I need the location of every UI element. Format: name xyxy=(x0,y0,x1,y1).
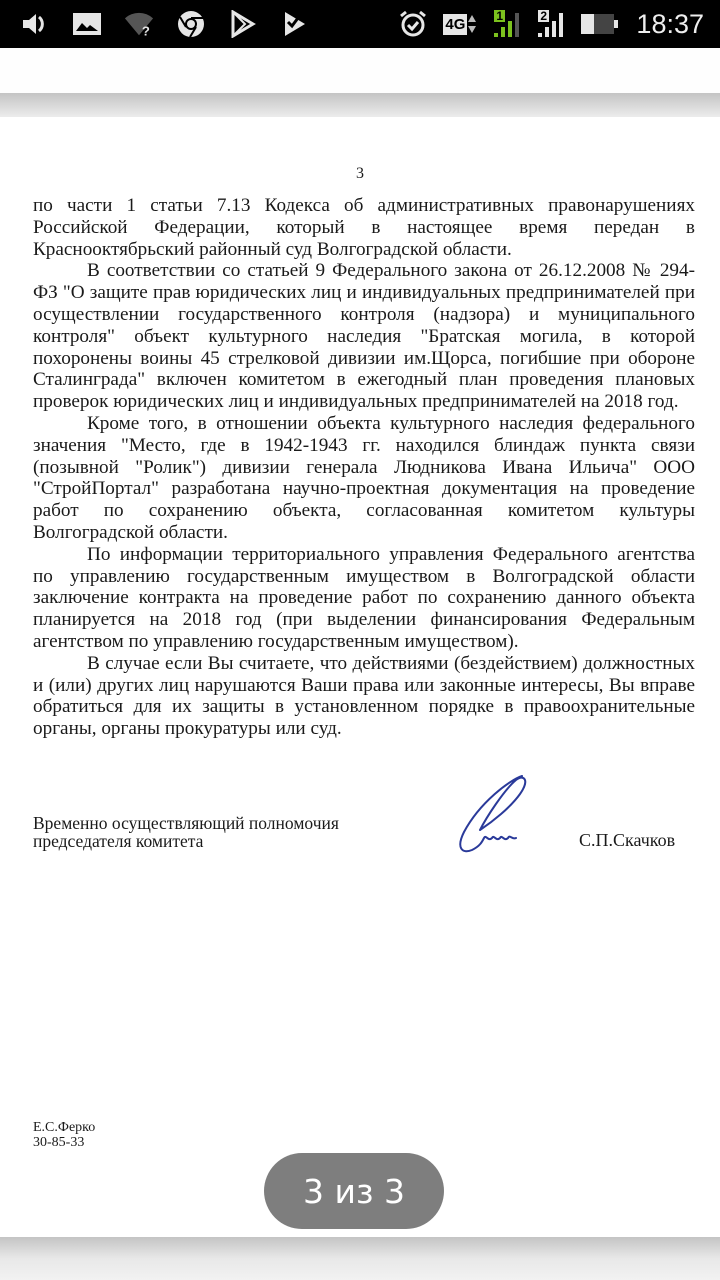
clock: 18:37 xyxy=(636,8,704,39)
sim1-signal-icon xyxy=(492,10,526,38)
task-check-icon xyxy=(280,10,310,38)
page-number: 3 xyxy=(356,165,364,182)
signatory-title-line1: Временно осуществляющий полномочия xyxy=(33,813,339,833)
executor-name: Е.С.Ферко xyxy=(33,1120,96,1135)
paragraph: По информации территориального управления Федерального агентства по управлению государственным имуществом в Волгоградской области заключение контракта на проведение работ по сохранению данного объекта планируется на 2018 год (при выделении финансирования Федеральным агентством по управлению государственным имуществом). xyxy=(33,543,695,652)
alarm-icon xyxy=(398,10,428,38)
document-page[interactable] xyxy=(0,117,720,1237)
wifi-unknown-icon xyxy=(124,10,154,38)
sim1-label: 1 xyxy=(496,9,504,23)
system-icons xyxy=(398,6,704,42)
image-icon xyxy=(72,10,102,38)
handwritten-signature xyxy=(450,772,550,856)
chrome-icon xyxy=(176,10,206,38)
paragraph: по части 1 статьи 7.13 Кодекса об административных правонарушениях Российской Федерации, который в настоящее время передан в Краснооктябрьский районный суд Волгоградской области. xyxy=(33,195,695,260)
viewer-toolbar xyxy=(0,48,720,93)
bottom-shadow xyxy=(0,1237,720,1280)
volume-icon xyxy=(20,10,50,38)
sim2-signal-icon xyxy=(536,10,570,38)
status-bar xyxy=(0,0,720,48)
executor-info xyxy=(33,1120,95,1150)
play-store-icon xyxy=(228,10,258,38)
notification-icons xyxy=(20,8,310,40)
executor-phone: 30-85-33 xyxy=(33,1135,85,1150)
network-label: 4G xyxy=(445,15,466,33)
page-indicator: 3 из 3 xyxy=(264,1153,444,1229)
battery-icon xyxy=(580,10,620,38)
sim2-label: 2 xyxy=(540,9,548,23)
paragraph: В соответствии со статьей 9 Федерального закона от 26.12.2008 № 294-ФЗ "О защите прав юридических лиц и индивидуальных предпринимателей при осуществлении государственного контроля (надзора) и муниципального контроля" объект культурного наследия "Братская могила, в которой похоронены воины 45 стрелковой дивизии им.Щорса, погибшие при обороне Сталинграда" включен комитетом в ежегодный план проведения плановых проверок юридических лиц и индивидуальных предпринимателей на 2018 год. xyxy=(33,260,695,413)
signatory-name: С.П.Скачков xyxy=(579,830,676,850)
signatory-title xyxy=(33,814,339,850)
document-body xyxy=(33,195,695,740)
signatory-title-line2: председателя комитета xyxy=(33,831,204,851)
paragraph: В случае если Вы считаете, что действиями (бездействием) должностных и (или) других лиц нарушаются Ваши права или законные интересы, Вы вправе обратиться для их защиты в установленном порядке в правоохранительные органы, органы прокуратуры или суд. xyxy=(33,652,695,740)
toolbar-shadow xyxy=(0,93,720,117)
network-4g-icon xyxy=(438,10,482,38)
paragraph: Кроме того, в отношении объекта культурного наследия федерального значения "Место, где в 1942-1943 гг. находился блиндаж пункта связи (позывной "Ролик") дивизии генерала Людникова Ивана Ильича" ООО "СтройПортал" разработана научно-проектная документация на проведение работ по сохранению объекта, согласованная комитетом культуры Волгоградской области. xyxy=(33,412,695,543)
svg-text:?: ? xyxy=(141,23,150,37)
